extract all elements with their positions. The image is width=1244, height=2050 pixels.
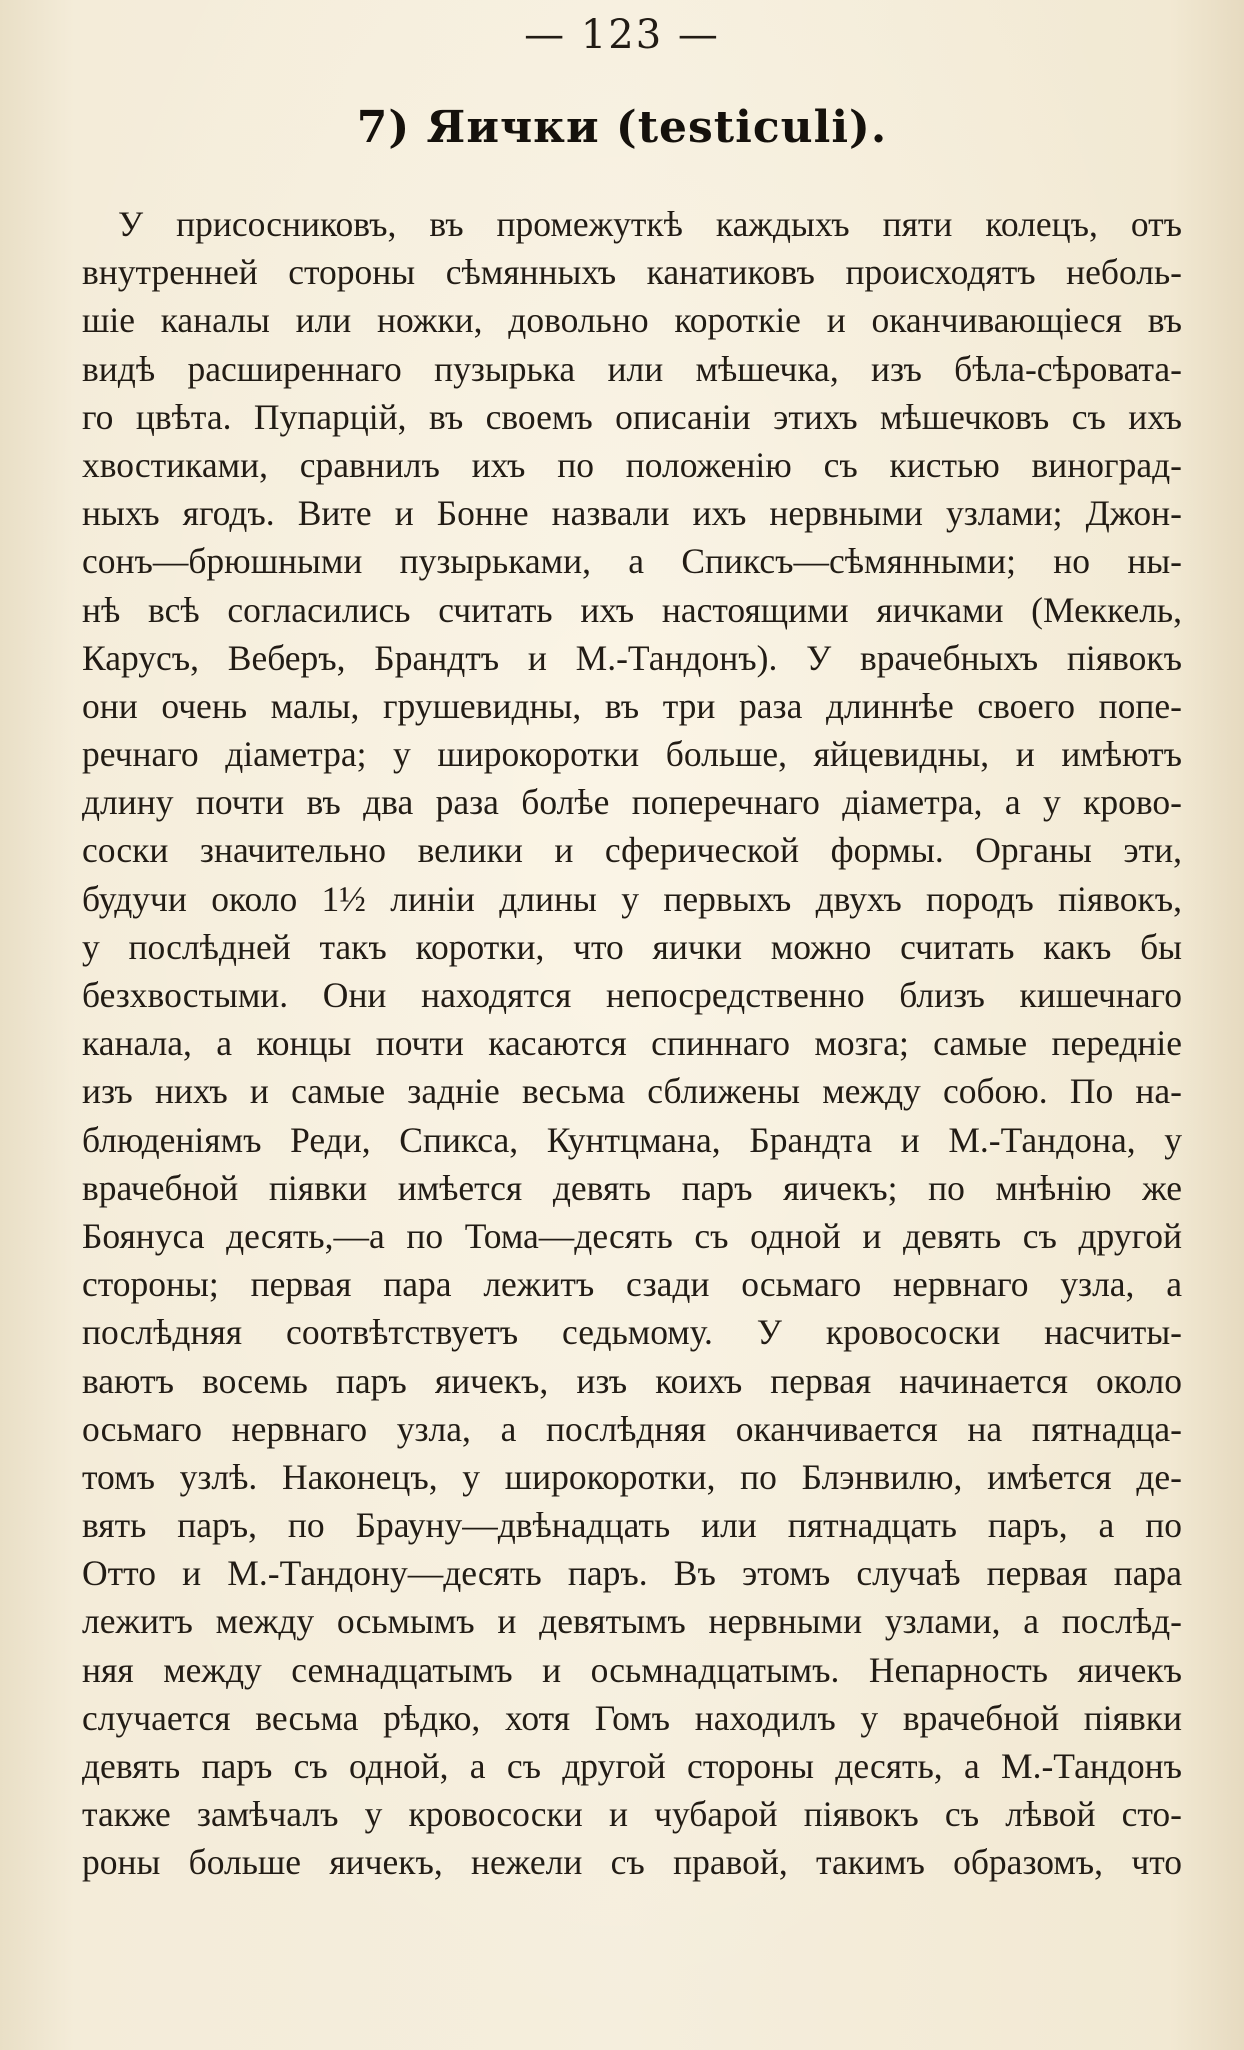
- text-line: будучи около 1½ линіи длины у первыхъ двухъ породъ піявокъ,: [82, 878, 1182, 919]
- text-line: го цвѣта. Пупарцій, въ своемъ описаніи этихъ мѣшечковъ съ ихъ: [82, 396, 1182, 437]
- text-line: канала, а концы почти касаются спиннаго мозга; самые передніе: [82, 1023, 1182, 1064]
- section-heading: 7) Яички (testiculi).: [356, 102, 888, 153]
- body-text: [82, 200, 1182, 1887]
- text-line: послѣдняя соотвѣтствуетъ седьмому. У кровососки насчиты-: [82, 1312, 1182, 1353]
- text-line: Отто и М.-Тандону—десять паръ. Въ этомъ случаѣ первая пара: [82, 1553, 1182, 1594]
- text-line: видѣ расширеннаго пузырька или мѣшечка, изъ бѣла-сѣровата-: [82, 348, 1182, 389]
- text-line: Боянуса десять,—а по Тома—десять съ одной и девять съ другой: [82, 1215, 1182, 1256]
- text-line: блюденіямъ Реди, Спикса, Кунтцмана, Брандта и М.-Тандона, у: [82, 1119, 1182, 1160]
- text-line: шіе каналы или ножки, довольно короткіе и оканчивающіеся въ: [82, 300, 1182, 341]
- page-number: — 123 —: [524, 12, 720, 58]
- text-line: соски значительно велики и сферической формы. Органы эти,: [82, 830, 1182, 871]
- text-line: осьмаго нервнаго узла, а послѣдняя оканчивается на пятнадца-: [82, 1408, 1182, 1449]
- text-line: изъ нихъ и самые задніе весьма сближены между собою. По на-: [82, 1071, 1182, 1112]
- text-line: внутренней стороны сѣмянныхъ канатиковъ происходятъ неболь-: [82, 252, 1182, 293]
- text-line: стороны; первая пара лежитъ сзади осьмаго нервнаго узла, а: [82, 1264, 1182, 1305]
- text-line: хвостиками, сравнилъ ихъ по положенію съ кистью виноград-: [82, 444, 1182, 485]
- text-line: у послѣдней такъ коротки, что яички можно считать какъ бы: [82, 926, 1182, 967]
- text-line: сонъ—брюшными пузырьками, а Спиксъ—сѣмянными; но ны-: [82, 541, 1182, 582]
- text-line: У присосниковъ, въ промежуткѣ каждыхъ пяти колецъ, отъ: [118, 204, 1182, 244]
- text-line: Карусъ, Веберъ, Брандтъ и М.-Тандонъ). У врачебныхъ піявокъ: [82, 637, 1182, 678]
- text-line: нѣ всѣ согласились считать ихъ настоящими яичками (Меккель,: [82, 589, 1182, 630]
- text-line: ныхъ ягодъ. Вите и Бонне назвали ихъ нервными узлами; Джон-: [82, 493, 1182, 534]
- text-line: также замѣчалъ у кровососки и чубарой піявокъ съ лѣвой сто-: [82, 1794, 1182, 1835]
- text-line: вять паръ, по Брауну—двѣнадцать или пятнадцать паръ, а по: [82, 1505, 1182, 1546]
- text-line: случается весьма рѣдко, хотя Гомъ находилъ у врачебной піявки: [82, 1697, 1182, 1738]
- text-line: няя между семнадцатымъ и осьмнадцатымъ. Непарность яичекъ: [82, 1649, 1182, 1690]
- text-line: безхвостыми. Они находятся непосредственно близъ кишечнаго: [82, 975, 1182, 1015]
- text-line: лежитъ между осьмымъ и девятымъ нервными узлами, а послѣд-: [82, 1601, 1182, 1642]
- text-line: томъ узлѣ. Наконецъ, у широкоротки, по Блэнвилю, имѣется де-: [82, 1456, 1182, 1497]
- text-line: девять паръ съ одной, а съ другой стороны десять, а М.-Тандонъ: [82, 1746, 1182, 1786]
- text-line: ваютъ восемь паръ яичекъ, изъ коихъ первая начинается около: [82, 1360, 1182, 1401]
- text-line: врачебной піявки имѣется девять паръ яичекъ; по мнѣнію же: [82, 1167, 1182, 1208]
- text-line: они очень малы, грушевидны, въ три раза длиннѣе своего попе-: [82, 685, 1182, 726]
- text-line: роны больше яичекъ, нежели съ правой, такимъ образомъ, что: [82, 1842, 1182, 1883]
- text-line: длину почти въ два раза болѣе поперечнаго діаметра, а у крово-: [82, 782, 1182, 823]
- text-line: речнаго діаметра; у широкоротки больше, яйцевидны, и имѣютъ: [82, 734, 1182, 775]
